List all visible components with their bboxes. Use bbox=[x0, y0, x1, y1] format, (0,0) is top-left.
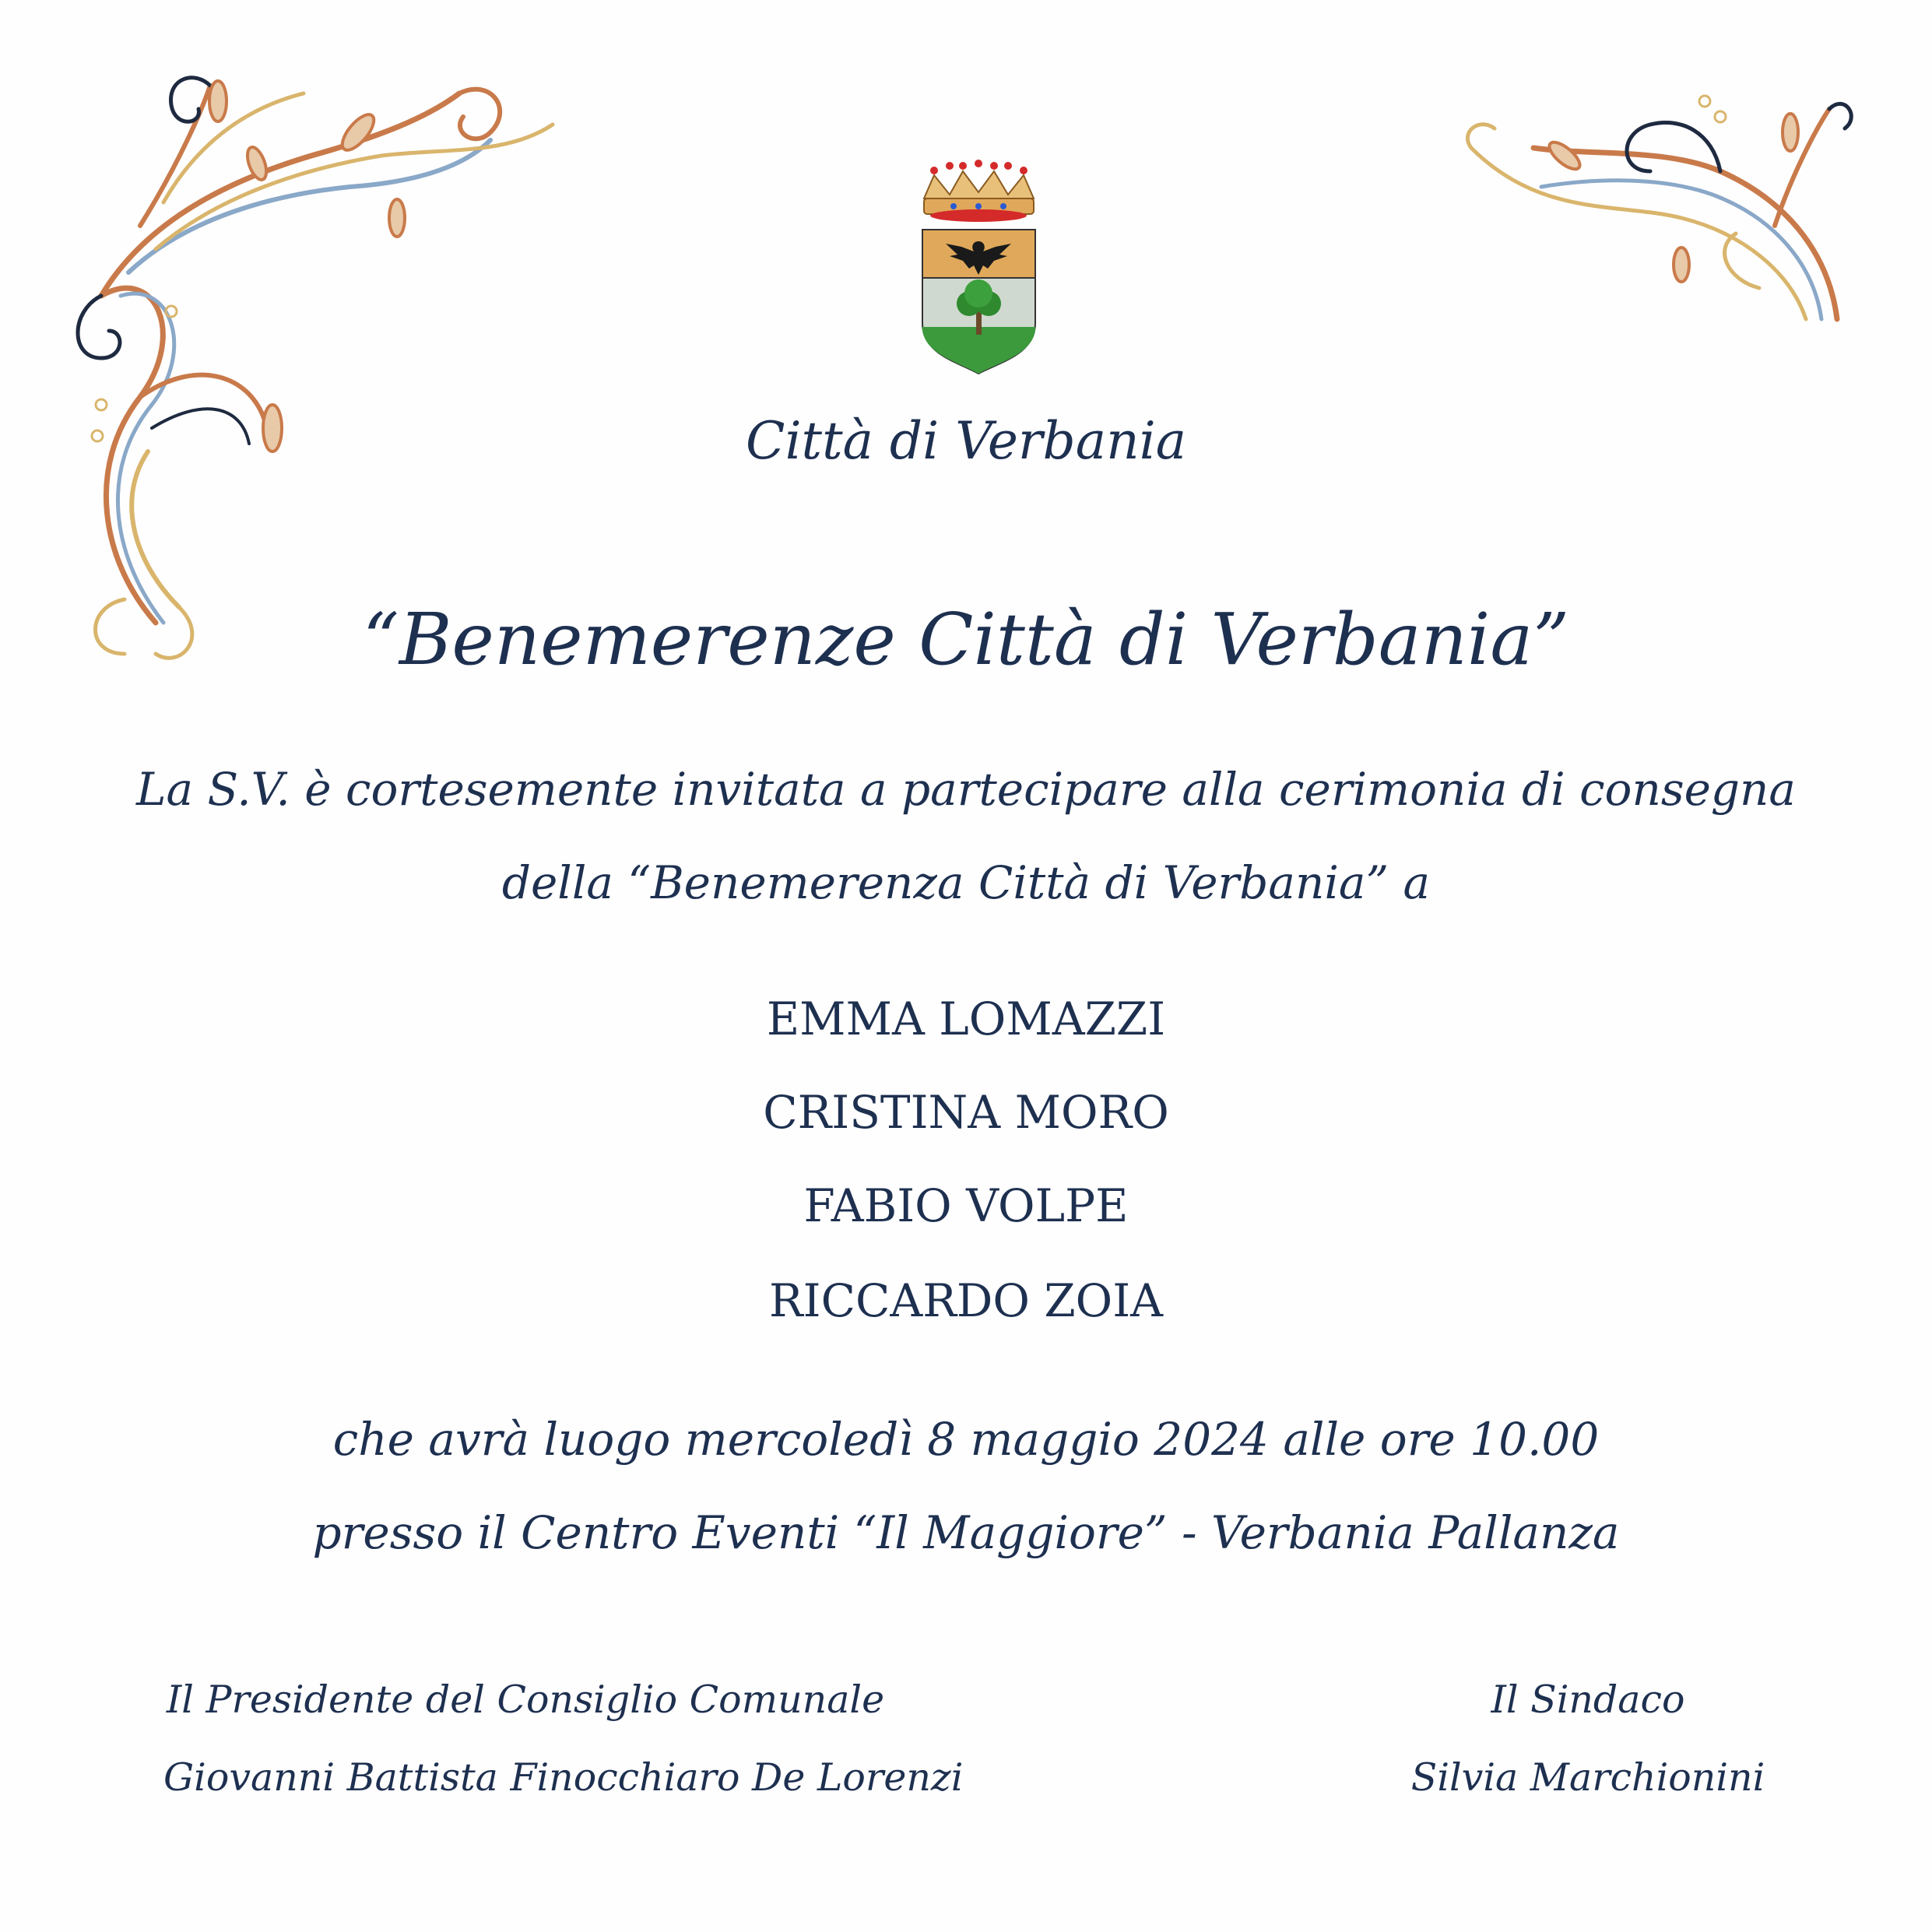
verbania-coat-of-arms-icon bbox=[915, 152, 1043, 378]
council-president-role: Il Presidente del Consiglio Comunale bbox=[166, 1677, 885, 1722]
mayor-role: Il Sindaco bbox=[1491, 1677, 1685, 1722]
mayor-name: Silvia Marchionini bbox=[1410, 1755, 1765, 1800]
event-title: “Benemerenze Città di Verbania” bbox=[362, 598, 1570, 681]
event-date-line: che avrà luogo mercoledì 8 maggio 2024 alle ore 10.00 bbox=[332, 1413, 1600, 1466]
recipient-name: RICCARDO ZOIA bbox=[768, 1274, 1164, 1327]
recipient-name: CRISTINA MORO bbox=[763, 1086, 1169, 1139]
floral-corner-right-icon bbox=[1463, 86, 1868, 327]
floral-corner-left-icon bbox=[54, 62, 584, 685]
council-president-name: Giovanni Battista Finocchiaro De Lorenzi bbox=[163, 1755, 964, 1800]
invitation-line-1: La S.V. è cortesemente invitata a partecipare alla cerimonia di consegna bbox=[136, 763, 1796, 816]
event-location-line: presso il Centro Eventi “Il Maggiore” - Verbania Pallanza bbox=[312, 1506, 1620, 1559]
recipient-name: FABIO VOLPE bbox=[803, 1179, 1129, 1232]
crown-icon bbox=[924, 160, 1034, 222]
recipient-name: EMMA LOMAZZI bbox=[766, 992, 1166, 1045]
city-name: Città di Verbania bbox=[745, 411, 1187, 471]
invitation-line-2: della “Benemerenza Città di Verbania” a bbox=[501, 856, 1431, 909]
